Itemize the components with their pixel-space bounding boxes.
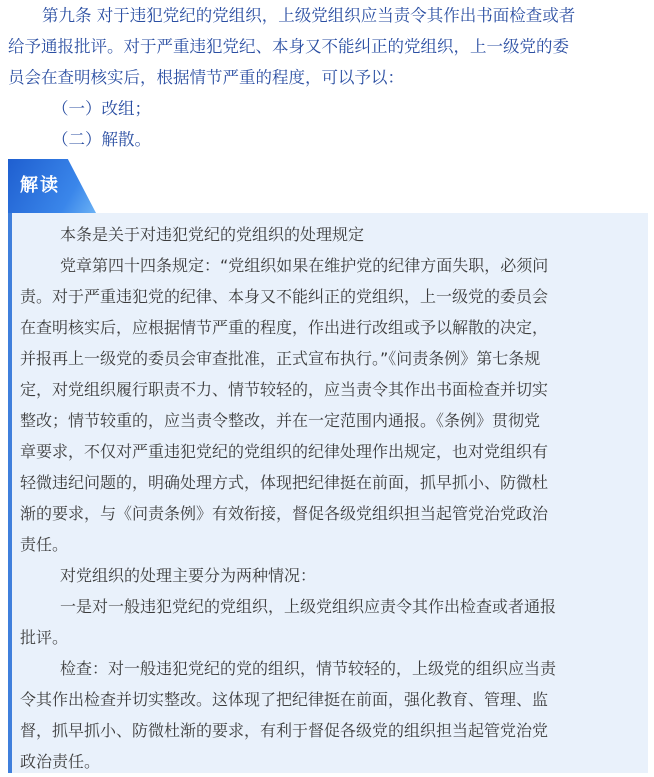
article-item-reorganize: （一）改组； [52,99,151,118]
interpretation-line: 渐的要求，与《问责条例》有效衔接，督促各级党组织担当起管党治党政治 [20,504,549,523]
interpretation-line: 党章第四十四条规定：“党组织如果在维护党的纪律方面失职，必须问 [60,256,549,275]
interpretation-line: 批评。 [20,628,69,647]
article-text [8,0,648,155]
interpretation-line: 本条是关于对违犯党纪的党组织的处理规定 [60,225,365,244]
interpretation-line: 令其作出检查并切实整改。这体现了把纪律挺在前面，强化教育、管理、监 [20,690,549,709]
interpretation-line: 一是对一般违犯党纪的党组织，上级党组织应责令其作出检查或者通报 [60,597,557,616]
interpretation-section [8,159,648,771]
interpretation-line: 责任。 [20,535,69,554]
interpretation-line: 并报再上一级党的委员会审查批准，正式宣布执行。”《问责条例》第七条规 [20,349,541,368]
interpretation-line: 责。对于严重违犯党的纪律、本身又不能纠正的党组织，上一级党的委员会 [20,287,549,306]
interpretation-line: 在查明核实后，应根据情节严重的程度，作出进行改组或予以解散的决定， [20,318,549,337]
article-line: 给予通报批评。对于严重违犯党纪、本身又不能纠正的党组织，上一级党的委 [8,37,569,56]
interpretation-side-bar [8,213,12,773]
interpretation-line: 对党组织的处理主要分为两种情况： [60,566,317,585]
article-line: 第九条 对于违犯党纪的党组织，上级党组织应当责令其作出书面检查或者 [42,6,576,25]
article-item-dissolve: （二）解散。 [52,130,151,149]
interpretation-line: 政治责任。 [20,752,101,771]
interpretation-line: 督，抓早抓小、防微杜渐的要求，有利于督促各级党的组织担当起管党治党 [20,721,549,740]
interpretation-line: 定，对党组织履行职责不力、情节较轻的，应当责令其作出书面检查并切实 [20,380,549,399]
interpretation-tab-label: 解读 [20,175,60,196]
interpretation-line: 整改；情节较重的，应当责令整改，并在一定范围内通报。《条例》贯彻党 [20,411,541,430]
interpretation-line: 检查：对一般违犯党纪的党的组织，情节较轻的，上级党的组织应当责 [60,659,557,678]
interpretation-line: 章要求，不仅对严重违犯党纪的党组织的纪律处理作出规定，也对党组织有 [20,442,549,461]
article-line: 员会在查明核实后，根据情节严重的程度，可以予以： [8,68,404,87]
interpretation-line: 轻微违纪问题的，明确处理方式，体现把纪律挺在前面，抓早抓小、防微杜 [20,473,549,492]
interpretation-body [20,219,648,777]
